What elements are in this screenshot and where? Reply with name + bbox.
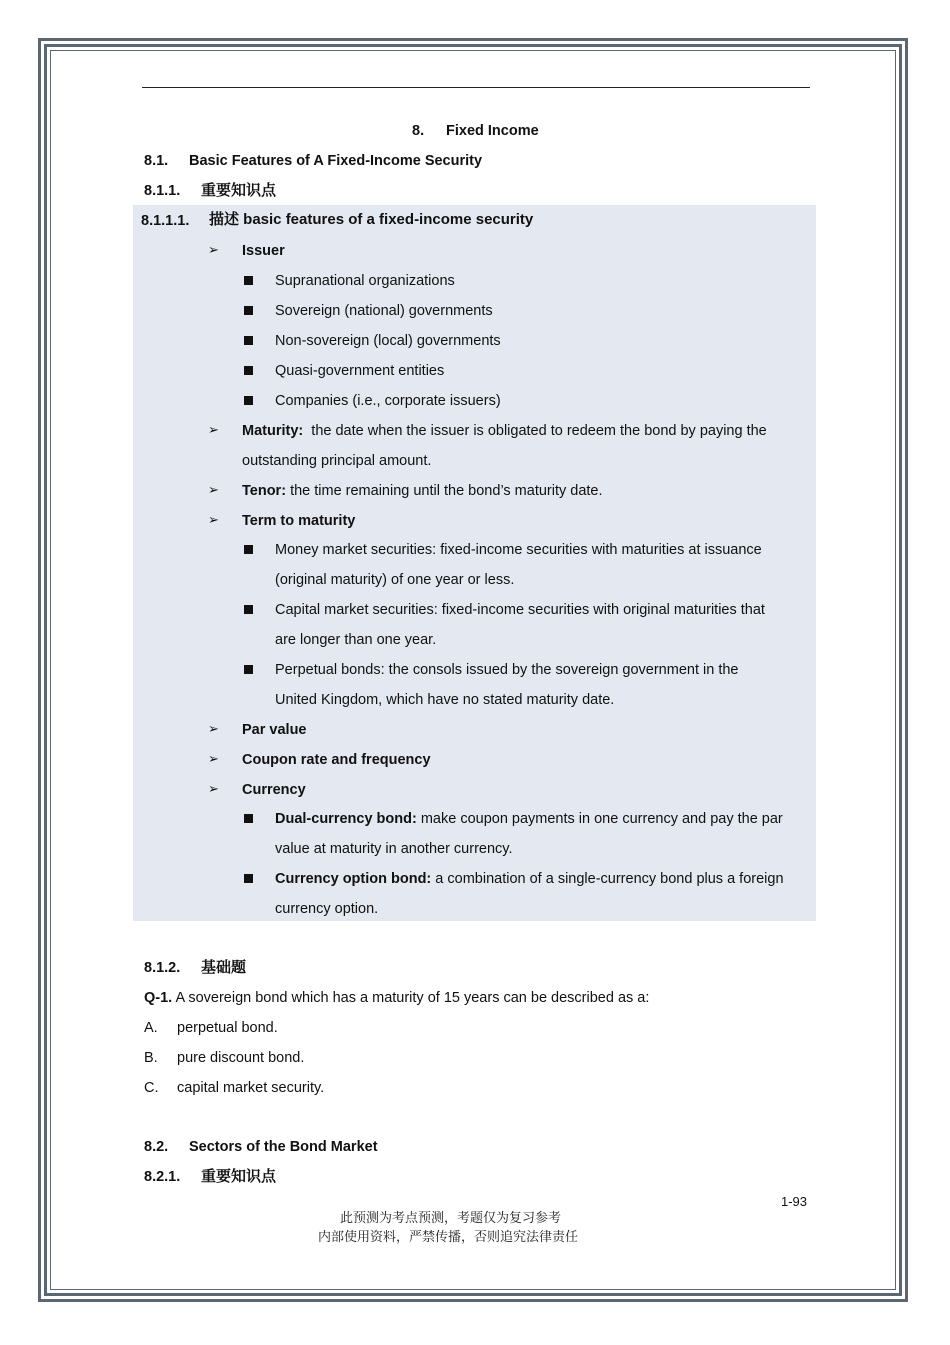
square-bullet-icon [244, 874, 253, 883]
square-bullet-icon [244, 545, 253, 554]
option-text: capital market security. [177, 1080, 325, 1096]
arrow-bullet-icon: ➢ [208, 751, 219, 766]
square-bullet-icon [244, 396, 253, 405]
term-item-line-2: United Kingdom, which have no stated maturity date. [275, 692, 615, 708]
square-bullet-icon [244, 665, 253, 674]
question-label: Q-1. [144, 990, 173, 1006]
question-text: A sovereign bond which has a maturity of 15 years can be described as a: [175, 990, 650, 1006]
currency-item-line-2: currency option. [275, 901, 379, 917]
page-number: 1-93 [781, 1194, 808, 1209]
issuer-item: Non-sovereign (local) governments [275, 333, 501, 349]
square-bullet-icon [244, 366, 253, 375]
section-8-1-1-number: 8.1.1. [144, 183, 181, 199]
term-item-line-1: Money market securities: fixed-income securities with maturities at issuance [275, 542, 762, 558]
arrow-bullet-icon: ➢ [208, 482, 219, 497]
arrow-bullet-icon: ➢ [208, 512, 219, 527]
arrow-bullet-icon: ➢ [208, 781, 219, 796]
square-bullet-icon [244, 306, 253, 315]
maturity-line-1 [242, 422, 767, 440]
section-8-2-title: Sectors of the Bond Market [189, 1139, 378, 1155]
currency-item-line-2: value at maturity in another currency. [275, 841, 513, 857]
square-bullet-icon [244, 814, 253, 823]
option-letter: C. [144, 1080, 159, 1096]
section-8-1-2-number: 8.1.2. [144, 960, 181, 976]
dual-currency-text: make coupon payments in one currency and pay the par [420, 811, 783, 827]
square-bullet-icon [244, 336, 253, 345]
maturity-line-2: outstanding principal amount. [242, 453, 432, 469]
option-text: perpetual bond. [177, 1020, 278, 1036]
section-8-1-1-1-title: 描述 basic features of a fixed-income security [209, 211, 534, 228]
option-letter: A. [144, 1020, 158, 1036]
section-8-2-1-number: 8.2.1. [144, 1169, 181, 1185]
arrow-bullet-icon: ➢ [208, 721, 219, 736]
issuer-item: Sovereign (national) governments [275, 303, 493, 319]
issuer-label: Issuer [242, 243, 285, 259]
section-8-2-1-title: 重要知识点 [201, 1167, 277, 1185]
tenor-line [242, 482, 603, 500]
term-item-line-1: Capital market securities: fixed-income securities with original maturities that [275, 602, 765, 618]
term-item-line-2: are longer than one year. [275, 632, 437, 648]
section-8-2-number: 8.2. [144, 1139, 169, 1155]
section-8-1-2-title: 基础题 [201, 958, 247, 976]
term-item-line-2: (original maturity) of one year or less. [275, 572, 515, 588]
square-bullet-icon [244, 605, 253, 614]
maturity-label: Maturity: [242, 423, 304, 439]
currency-option-label: Currency option bond: [275, 871, 432, 887]
tenor-text: the time remaining until the bond’s maturity date. [290, 483, 603, 499]
currency-option-text: a combination of a single-currency bond plus a foreign [435, 871, 784, 887]
currency-item-line-1 [275, 870, 784, 888]
dual-currency-label: Dual-currency bond: [275, 811, 417, 827]
coupon-label: Coupon rate and frequency [242, 752, 431, 768]
par-value-label: Par value [242, 722, 307, 738]
issuer-item: Companies (i.e., corporate issuers) [275, 393, 501, 409]
tenor-label: Tenor: [242, 483, 287, 499]
question-1 [144, 989, 649, 1007]
arrow-bullet-icon: ➢ [208, 422, 219, 437]
section-8-1-1-1-number: 8.1.1.1. [141, 213, 190, 229]
section-8-1-1-title: 重要知识点 [201, 181, 277, 199]
issuer-item: Quasi-government entities [275, 363, 445, 379]
currency-item-line-1 [275, 810, 783, 828]
maturity-text: the date when the issuer is obligated to redeem the bond by paying the [311, 423, 767, 439]
currency-label: Currency [242, 782, 306, 798]
option-letter: B. [144, 1050, 158, 1066]
section-8-1-number: 8.1. [144, 153, 169, 169]
issuer-item: Supranational organizations [275, 273, 455, 289]
header-rule [142, 87, 810, 88]
section-8-1-title: Basic Features of A Fixed-Income Security [189, 153, 483, 169]
term-item-line-1: Perpetual bonds: the consols issued by the sovereign government in the [275, 662, 739, 678]
footer-disclaimer-line-2: 内部使用资料，严禁传播，否则追究法律责任 [318, 1230, 579, 1245]
footer-disclaimer-line-1: 此预测为考点预测，考题仅为复习参考 [340, 1211, 562, 1226]
term-label: Term to maturity [242, 513, 356, 529]
chapter-number: 8. [412, 123, 425, 139]
option-text: pure discount bond. [177, 1050, 305, 1066]
square-bullet-icon [244, 276, 253, 285]
arrow-bullet-icon: ➢ [208, 242, 219, 257]
chapter-title: Fixed Income [446, 123, 539, 139]
